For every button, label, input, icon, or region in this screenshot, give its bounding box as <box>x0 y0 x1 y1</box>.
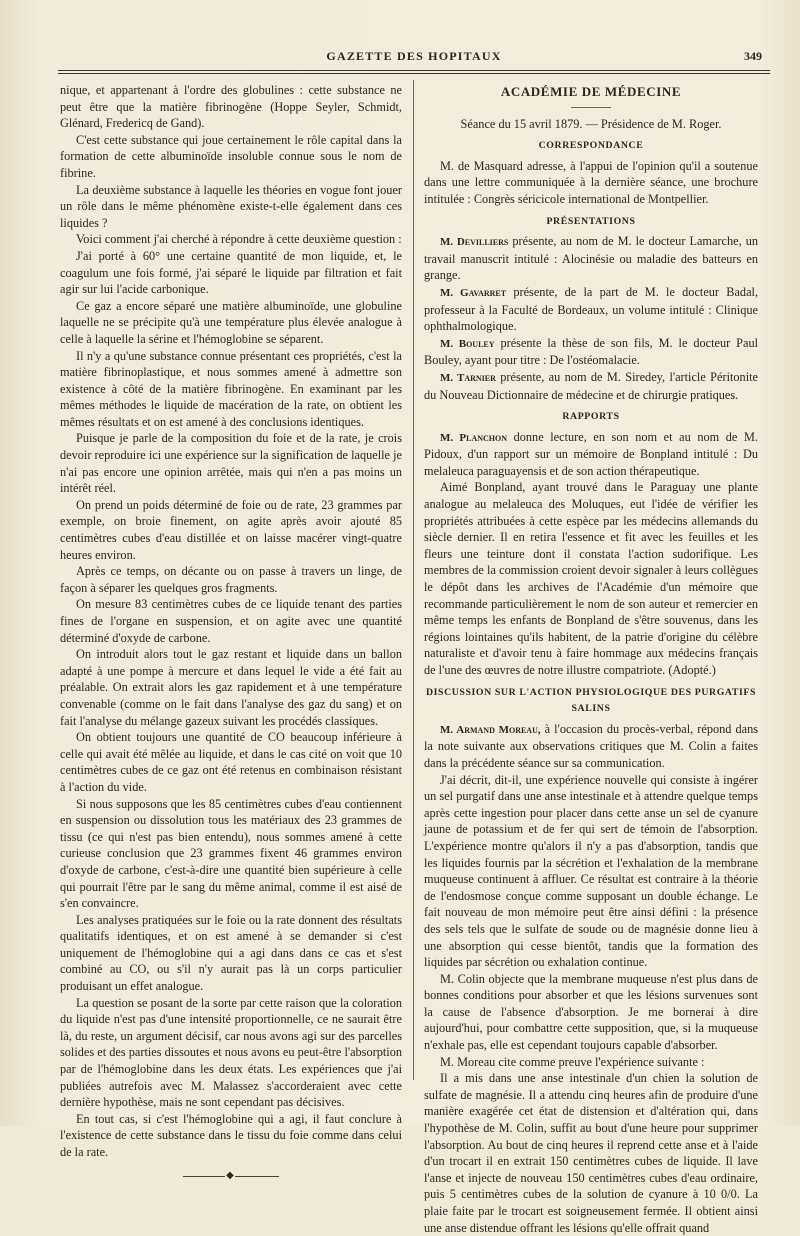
paragraph: En tout cas, si c'est l'hémoglobine qui a agi, il faut conclure à l'existence de cette substance dans le tissu du foie comme dans celui de la rate. <box>60 1111 402 1159</box>
paragraph: M. Colin objecte que la membrane muqueuse n'est plus dans de bonnes conditions pour absorber et que les lésions survenues sont la cause de l'absence d'absorption. Je me bornerai à dire aujourd'hui, pour combattre cette supposition, que, si la muqueuse n'exhale pas, elle est cependant toujours capable d'absorber. <box>424 971 758 1053</box>
paragraph: On prend un poids déterminé de foie ou de rate, 23 grammes par exemple, on broie finement, on agite après avoir ajouté 85 centimètres cubes d'eau distillée et on laisse macérer vingt-quatre heures environ. <box>60 497 402 562</box>
paragraph: Puisque je parle de la composition du foie et de la rate, je crois devoir reproduire ici une expérience sur la signification de laquelle je n'ai pas encore une opinion arrêtée, mais qui n'en a pas moins un intérêt réel. <box>60 431 402 496</box>
presentation-item: M. Tarnier présente, au nom de M. Siredey, l'article Péritonite du Nouveau Dictionnaire de médecine et de chirurgie pratiques. <box>424 369 758 402</box>
paragraph: La deuxième substance à laquelle les théories en vogue font jouer un rôle dans le même phénomène existe-t-elle également dans ces liquides ? <box>60 182 402 230</box>
section-title: ACADÉMIE DE MÉDECINE <box>500 84 682 99</box>
correspondance-heading: CORRESPONDANCE <box>538 140 644 152</box>
discussion-heading: DISCUSSION SUR L'ACTION PHYSIOLOGIQUE DES PURGATIFS SALINS <box>425 686 757 715</box>
end-ornament: ◆ <box>183 1171 279 1181</box>
speaker-name: M. Armand Moreau, <box>440 723 541 736</box>
header-double-rule <box>58 70 770 74</box>
rapport-body: Aimé Bonpland, ayant trouvé dans le Paraguay une plante analogue au melaleuca des Moluques, eut l'idée de vérifier les propriétés attribuées à cette espèce par les médecins allemands du siècle dernier. Il en retira l'essence et fit avec les feuilles et les fleurs une teinture dont il constata l'action sudorifique. Les membres de la commission croient devoir signaler à leurs collègues le dépôt dans les archives de l'Académie d'un mémoire que recommande particulièrement le nom de son auteur et remercier en même temps les enfants de Bonpland de s'être souvenus, dans les régions lointaines qu'ils habitent, de la patrie d'origine du célèbre naturaliste et d'avoir tenu à faire hommage aux médecins français de l'une des œuvres de notre illustre compatriote. (Adopté.) <box>424 480 758 677</box>
running-header <box>58 44 770 68</box>
presentation-item: M. Gavarret présente, de la part de M. le docteur Badal, professeur à la Faculté de Bordeaux, un volume intitulé : Clinique ophthalmologique. <box>424 284 759 334</box>
paragraph: On introduit alors tout le gaz restant et liquide dans un ballon adapté à une pompe à mercure et dans lequel le vide a été fait au préalable. On extrait alors les gaz rapidement et à une température convenable (comme on le fait dans l'analyse des gaz du sang) et on fait l'analyse du mélange gazeux suivant les procédés classiques. <box>60 647 402 728</box>
presentation-item: M. Bouley présente la thèse de son fils, M. le docteur Paul Bouley, ayant pour titre : De l'ostéomalacie. <box>424 335 759 368</box>
paragraph: C'est cette substance qui joue certainement le rôle capital dans la formation de cette albuminoïde insoluble connue sous le nom de fibrine. <box>60 132 402 180</box>
speaker-name: M. Bouley <box>440 337 495 350</box>
paragraph: J'ai décrit, dit-il, une expérience nouvelle qui consiste à ingérer un sel purgatif dans une anse intestinale et à attendre quelque temps après cette ingestion pour placer dans cette anse un sel de cyanure jaune de potassium et de fer qui sert de témoin de l'absorption. L'expérience montre qu'alors il n'y a pas d'absorption, tandis que les liquides fournis par la sécrétion et l'exhalation de la membrane muqueuse continuent à affluer. Ce résultat est contraire à la théorie de l'endosmose conçue comme supposant un double échange. Le fait nouveau de mon mémoire peut être ainsi défini : la présence des sels tels que le sulfate de soude ou de magnésie donne lieu à une absorption qui cesse bientôt, tandis que la formation des liquides par sécrétion ou exhalation continue. <box>424 772 758 970</box>
paragraph: M. Moreau cite comme preuve l'expérience suivante : <box>440 1054 705 1069</box>
column-divider <box>413 80 414 1080</box>
paragraph: nique, et appartenant à l'ordre des globulines : cette substance ne peut être que la matière fibrinogène (Hoppe Seyler, Schmidt, Glénard, Fredericq de Gand). <box>60 83 402 131</box>
page-number: 349 <box>744 49 762 63</box>
presentation-item: M. Devilliers présente, au nom de M. le docteur Lamarche, un travail manuscrit intitulé : Alocinésie ou maladie des batteurs en grange. <box>424 234 758 283</box>
paragraph: La question se posant de la sorte par cette raison que la coloration du liquide n'est pas d'une intensité proportionnelle, ce ne saurait être là, du reste, un argument décisif, car nous avons agi sur des parcelles solides et des parties dissoutes et nous avons eu peut-être l'absorption par de l'hémoglobine dans les deux états. Les expériences que j'ai publiées autrefois avec M. Malassez s'accorderaient avec cette dernière hypothèse, mais ne sont cependant pas décisives. <box>60 995 402 1110</box>
paragraph: Si nous supposons que les 85 centimètres cubes d'eau contiennent en suspension ou dissolution tous les matériaux des 23 grammes de tissu (ce qui n'est pas bien entendu), nous sommes amené à cette curieuse conclusion que 23 grammes fixent 46 grammes environ d'oxyde de carbone, c'est-à-dire une quantité bien supérieure à celle qui pourrait l'être par le sang du même animal, comme il est aisé de s'en convaincre. <box>60 796 402 911</box>
seance-line: Séance du 15 avril 1879. — Présidence de M. Roger. <box>460 116 722 131</box>
speaker-name: M. Planchon <box>440 431 508 444</box>
rapport-lead: M. Planchon donne lecture, en son nom et au nom de M. Pidoux, d'un rapport sur un mémoire de Bonpland intitulé : Du melaleuca paraguayensis et de son action thérapeutique. <box>424 429 758 478</box>
journal-title: GAZETTE DES HOPITAUX <box>326 49 502 63</box>
paragraph: Ce gaz a encore séparé une matière albuminoïde, une globuline laquelle ne se précipite qu'à une température plus élevée analogue à celle à laquelle la sérine et l'hémoglobine se séparent. <box>60 298 402 346</box>
paragraph: On mesure 83 centimètres cubes de ce liquide tenant des parties fines de l'organe en suspension, et on agite avec une quantité déterminé d'oxyde de carbone. <box>60 597 402 645</box>
rapports-heading: RAPPORTS <box>562 411 620 423</box>
paragraph: Il n'y a qu'une substance connue présentant ces propriétés, c'est la matière fibrinoplastique, et nous sommes amené à admettre son existence à côté de la matière fibrinogène. En examinant par les mêmes méthodes le liquide de macération de la rate, on obtient les mêmes résultats et on est amené à des conclusions identiques. <box>60 348 402 429</box>
paragraph: J'ai porté à 60° une certaine quantité de mon liquide, et, le coagulum une fois formé, j'ai séparé le liquide par filtration et fait agir sur lui l'acide carbonique. <box>60 248 402 297</box>
paragraph: Voici comment j'ai cherché à répondre à cette deuxième question : <box>76 232 402 247</box>
speaker-name: M. Tarnier <box>440 371 496 384</box>
correspondance-paragraph: M. de Masquard adresse, à l'appui de l'opinion qu'il a soutenue dans une lettre communiquée à la dernière séance, une brochure intitulée : Congrès séricicole international de Montpellier. <box>424 158 758 206</box>
presentations-heading: PRÉSENTATIONS <box>546 215 636 227</box>
paragraph: On obtient toujours une quantité de CO beaucoup inférieure à celle qui avait été mêlée au liquide, et dans le cas cité on voit que 10 centimètres cubes de ce gaz ont été retenus en combinaison résistant à l'action du vide. <box>60 730 402 794</box>
paragraph: Il a mis dans une anse intestinale d'un chien la solution de sulfate de magnésie. Il a attendu cinq heures afin de produire d'une manière exagérée cet état de distension et d'altération qui, dans l'hypothèse de M. Colin, suffit au bout d'une heure pour supprimer l'absorption. Au bout de cinq heures il reprend cette anse et à l'aide d'un trocart il en extrait 150 centimètres cubes de liquide. Il lave l'anse et injecte de nouveau 150 centimètres cubes d'eau ordinaire, puis 5 centimètres cubes de la solution de cyanure à 10 0/0. La plaie faite par le trocart est soigneusement fermée. Il obtient ainsi une anse distendue offrant les lésions qu'elle offrait quand <box>424 1071 758 1235</box>
title-rule <box>571 107 611 108</box>
right-column <box>424 82 758 1236</box>
left-column <box>60 82 402 1181</box>
discussion-lead: M. Armand Moreau, à l'occasion du procès-verbal, répond dans la note suivante aux observations critiques que M. Colin a faites dans la précédente séance sur sa communication. <box>424 721 759 770</box>
paragraph: Après ce temps, on décante ou on passe à travers un linge, de façon à séparer les quelques gros fragments. <box>60 564 402 595</box>
paragraph: Les analyses pratiquées sur le foie ou la rate donnent des résultats qualitatifs identiques, et on est amené à se demander si c'est uniquement de l'hémoglobine qui a agi dans dans ce cas et s'est combiné au CO, ou s'il n'y aurait pas là un corps particulier produisant un effet analogue. <box>60 912 402 994</box>
speaker-name: M. Gavarret <box>440 286 507 299</box>
speaker-name: M. Devilliers <box>440 236 509 249</box>
